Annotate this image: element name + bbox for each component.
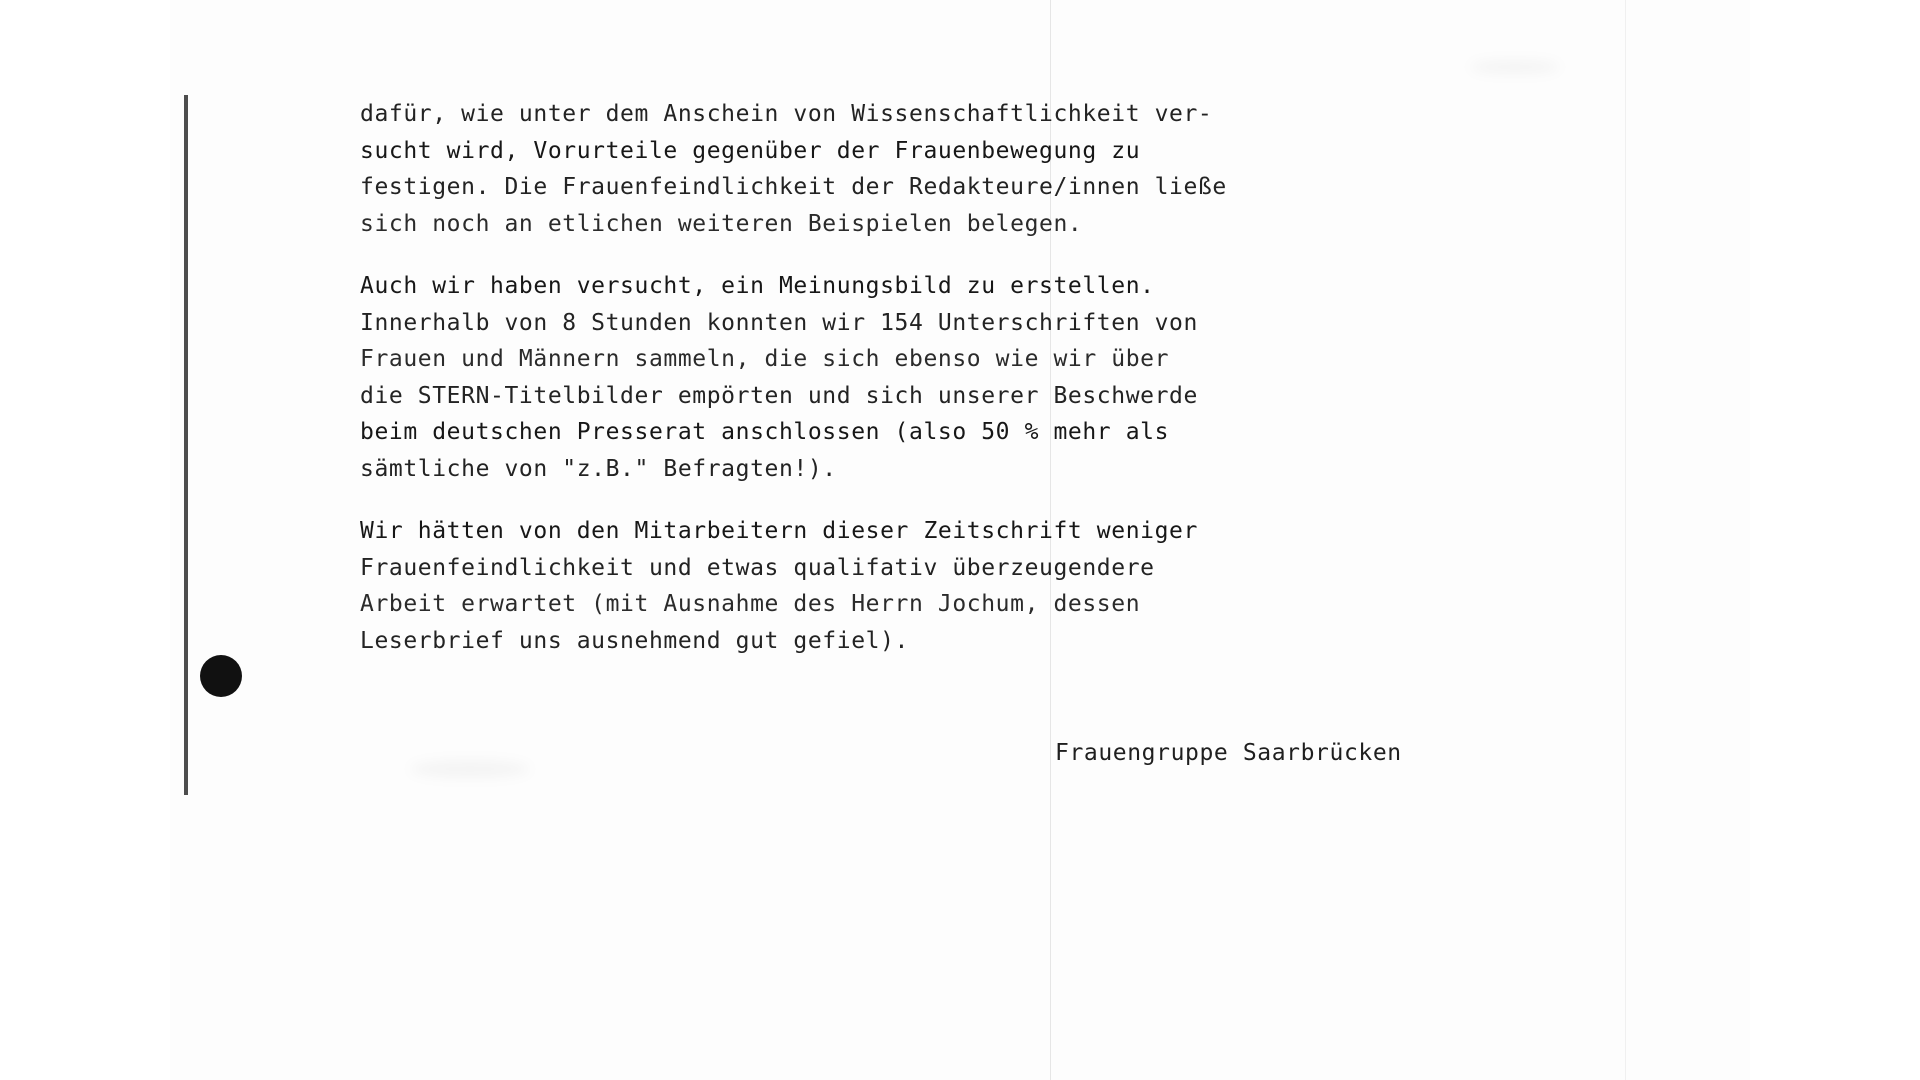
- scanned-sheet: [170, 0, 1750, 1080]
- text-line: Innerhalb von 8 Stunden konnten wir 154 Unterschriften von: [360, 309, 1198, 336]
- binder-edge-mark: [184, 95, 188, 795]
- paragraph-3: [360, 513, 1540, 659]
- paper-fold-right: [1625, 0, 1626, 1080]
- text-line: Frauenfeindlichkeit und etwas qualifativ überzeugendere: [360, 554, 1155, 581]
- text-line: Frauen und Männern sammeln, die sich ebenso wie wir über: [360, 346, 1170, 372]
- text-line: Arbeit erwartet (mit Ausnahme des Herrn Jochum, dessen: [360, 591, 1141, 617]
- letter-body: [360, 96, 1540, 681]
- text-line: beim deutschen Presserat anschlossen (also 50 % mehr als: [360, 419, 1170, 445]
- text-line: sämtliche von "z.B." Befragten!).: [360, 455, 837, 482]
- paper-smudge: [410, 760, 530, 778]
- text-line: Wir hätten von den Mitarbeitern dieser Zeitschrift weniger: [360, 518, 1198, 544]
- text-line: Leserbrief uns ausnehmend gut gefiel).: [360, 627, 909, 654]
- text-line: festigen. Die Frauenfeindlichkeit der Redakteure/innen ließe: [360, 174, 1227, 200]
- text-line: sucht wird, Vorurteile gegenüber der Frauenbewegung zu: [360, 137, 1141, 164]
- paper-smudge: [1470, 60, 1560, 74]
- text-line: sich noch an etlichen weiteren Beispielen belegen.: [360, 210, 1083, 237]
- signature-line: Frauengruppe Saarbrücken: [1055, 740, 1402, 766]
- text-line: dafür, wie unter dem Anschein von Wissenschaftlichkeit ver-: [360, 101, 1213, 127]
- ink-dot-mark: [200, 655, 242, 697]
- paragraph-2: [360, 268, 1540, 487]
- text-line: die STERN-Titelbilder empörten und sich unserer Beschwerde: [360, 382, 1198, 409]
- text-line: Auch wir haben versucht, ein Meinungsbild zu erstellen.: [360, 273, 1155, 299]
- paragraph-1: [360, 96, 1540, 242]
